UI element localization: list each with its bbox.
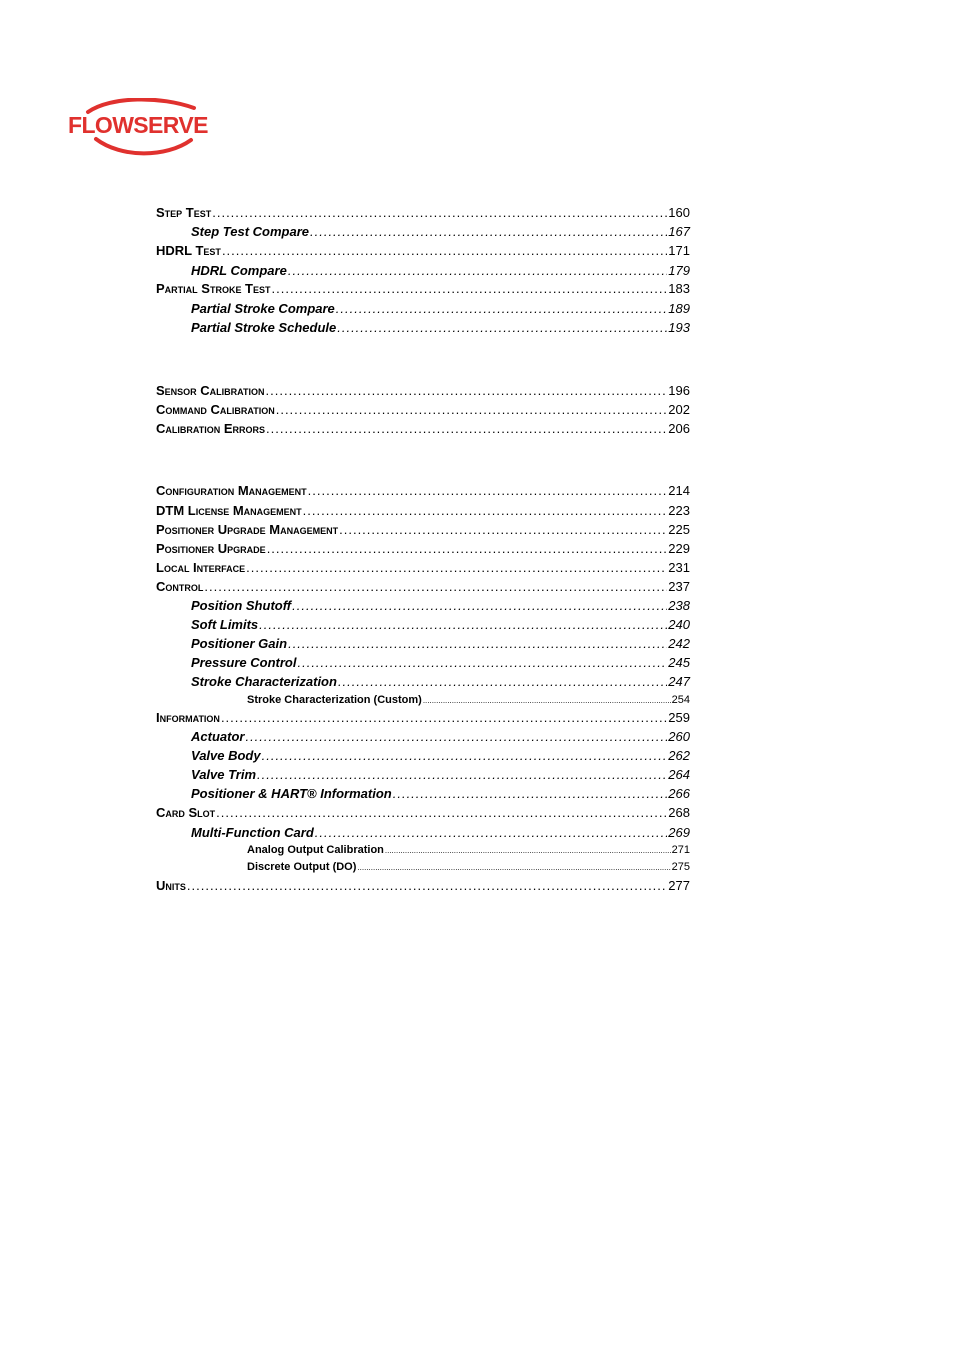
toc-entry[interactable] xyxy=(156,878,690,893)
toc-leader-dots xyxy=(267,541,668,556)
toc-leader-dots xyxy=(222,243,667,258)
toc-entry-label: Pressure Control xyxy=(191,655,297,670)
toc-leader-dots xyxy=(308,483,668,498)
toc-entry-page: 262 xyxy=(668,748,690,763)
toc-entry-label: Actuator xyxy=(191,729,245,744)
toc-entry-page: 160 xyxy=(668,205,690,220)
toc-entry-page: 202 xyxy=(668,402,690,417)
toc-entry[interactable] xyxy=(156,748,690,763)
toc-entry[interactable] xyxy=(156,560,690,575)
toc-entry[interactable] xyxy=(156,205,690,220)
toc-leader-dots xyxy=(310,224,667,239)
toc-entry-label: DTM License Management xyxy=(156,503,302,518)
toc-entry[interactable] xyxy=(156,402,690,417)
toc-entry-label: Configuration Management xyxy=(156,483,307,498)
toc-entry[interactable] xyxy=(156,617,690,632)
toc-leader-dots xyxy=(266,383,668,398)
toc-entry-label: Card Slot xyxy=(156,805,216,820)
toc-entry[interactable] xyxy=(156,729,690,744)
toc-entry-label: Positioner Gain xyxy=(191,636,288,651)
toc-entry-label: Positioner Upgrade xyxy=(156,541,266,556)
toc-entry-page: 223 xyxy=(668,503,690,518)
toc-leader-dots xyxy=(187,878,667,893)
toc-entry-label: Step Test xyxy=(156,205,212,220)
toc-entry-page: 275 xyxy=(671,861,690,873)
toc-leader-dots xyxy=(357,861,670,873)
toc-entry[interactable] xyxy=(156,655,690,670)
toc-leader-dots xyxy=(216,805,667,820)
toc-leader-dots xyxy=(266,421,667,436)
toc-entry[interactable] xyxy=(156,579,690,594)
toc-entry-page: 189 xyxy=(668,301,690,316)
toc-entry[interactable] xyxy=(156,710,690,725)
toc-entry-label: Discrete Output (DO) xyxy=(247,861,357,873)
toc-entry-page: 260 xyxy=(668,729,690,744)
toc-entry[interactable] xyxy=(156,786,690,801)
toc-entry-page: 277 xyxy=(668,878,690,893)
toc-entry-page: 271 xyxy=(671,844,690,856)
toc-entry-label: Command Calibration xyxy=(156,402,275,417)
toc-entry[interactable] xyxy=(156,694,690,706)
toc-entry-label: HDRL Test xyxy=(156,243,221,258)
toc-entry-label: Information xyxy=(156,710,220,725)
toc-entry-page: 238 xyxy=(668,598,690,613)
toc-entry-label: Multi-Function Card xyxy=(191,825,314,840)
toc-leader-dots xyxy=(423,694,671,706)
toc-entry-page: 269 xyxy=(668,825,690,840)
toc-entry[interactable] xyxy=(156,301,690,316)
toc-entry[interactable] xyxy=(156,281,690,296)
toc-leader-dots xyxy=(337,320,667,335)
toc-entry-label: Sensor Calibration xyxy=(156,383,265,398)
toc-entry-label: Local Interface xyxy=(156,560,246,575)
toc-entry-page: 229 xyxy=(668,541,690,556)
toc-leader-dots xyxy=(245,729,667,744)
toc-entry-page: 247 xyxy=(668,674,690,689)
toc-entry-label: Partial Stroke Test xyxy=(156,281,271,296)
toc-entry[interactable] xyxy=(156,598,690,613)
toc-entry-page: 254 xyxy=(671,694,690,706)
toc-entry-page: 183 xyxy=(668,281,690,296)
flowserve-logo xyxy=(66,98,216,156)
toc-leader-dots xyxy=(315,825,668,840)
toc-entry-page: 245 xyxy=(668,655,690,670)
toc-entry-page: 259 xyxy=(668,710,690,725)
toc-entry-page: 231 xyxy=(668,560,690,575)
toc-entry-page: 237 xyxy=(668,579,690,594)
toc-leader-dots xyxy=(336,301,668,316)
toc-entry[interactable] xyxy=(156,320,690,335)
toc-leader-dots xyxy=(288,263,667,278)
toc-leader-dots xyxy=(393,786,668,801)
toc-entry-label: Step Test Compare xyxy=(191,224,309,239)
toc-entry[interactable] xyxy=(156,421,690,436)
toc-leader-dots xyxy=(212,205,667,220)
logo-wordmark: FLOWSERVE xyxy=(68,112,208,138)
toc-entry-page: 242 xyxy=(668,636,690,651)
toc-entry-label: Calibration Errors xyxy=(156,421,265,436)
toc-entry-label: Partial Stroke Compare xyxy=(191,301,335,316)
toc-entry[interactable] xyxy=(156,263,690,278)
toc-entry-page: 167 xyxy=(668,224,690,239)
toc-entry-page: 214 xyxy=(668,483,690,498)
toc-leader-dots xyxy=(204,579,667,594)
toc-entry-label: Positioner Upgrade Management xyxy=(156,522,339,537)
toc-entry-label: Valve Trim xyxy=(191,767,257,782)
toc-entry-label: Control xyxy=(156,579,204,594)
toc-entry-label: Position Shutoff xyxy=(191,598,292,613)
toc-entry[interactable] xyxy=(156,224,690,239)
toc-entry-label: Stroke Characterization xyxy=(191,674,337,689)
toc-entry[interactable] xyxy=(156,522,690,537)
toc-leader-dots xyxy=(288,636,667,651)
toc-leader-dots xyxy=(221,710,667,725)
toc-entry-page: 264 xyxy=(668,767,690,782)
toc-leader-dots xyxy=(257,767,667,782)
toc-entry-label: Soft Limits xyxy=(191,617,259,632)
toc-entry-page: 266 xyxy=(668,786,690,801)
toc-entry[interactable] xyxy=(156,825,690,840)
toc-entry-label: Partial Stroke Schedule xyxy=(191,320,337,335)
toc-leader-dots xyxy=(292,598,667,613)
toc-entry[interactable] xyxy=(156,383,690,398)
toc-entry[interactable] xyxy=(156,483,690,498)
toc-entry[interactable] xyxy=(156,844,690,856)
toc-entry-label: Positioner & HART® Information xyxy=(191,786,392,801)
toc-leader-dots xyxy=(385,844,671,856)
toc-leader-dots xyxy=(259,617,667,632)
toc-leader-dots xyxy=(276,402,668,417)
toc-leader-dots xyxy=(246,560,667,575)
toc-entry-page: 240 xyxy=(668,617,690,632)
toc-entry-label: Analog Output Calibration xyxy=(247,844,384,856)
toc-entry-page: 179 xyxy=(668,263,690,278)
toc-entry-page: 268 xyxy=(668,805,690,820)
toc-leader-dots xyxy=(339,522,667,537)
toc-entry-label: Stroke Characterization (Custom) xyxy=(247,694,422,706)
toc-leader-dots xyxy=(303,503,668,518)
toc-leader-dots xyxy=(338,674,667,689)
toc-entry-page: 225 xyxy=(668,522,690,537)
toc-entry[interactable] xyxy=(156,243,690,258)
toc-entry[interactable] xyxy=(156,636,690,651)
toc-entry-label: HDRL Compare xyxy=(191,263,287,278)
toc-entry[interactable] xyxy=(156,503,690,518)
toc-leader-dots xyxy=(272,281,668,296)
toc-entry[interactable] xyxy=(156,805,690,820)
toc-leader-dots xyxy=(262,748,668,763)
toc-entry-page: 171 xyxy=(668,243,690,258)
toc-entry[interactable] xyxy=(156,674,690,689)
toc-entry-label: Units xyxy=(156,878,186,893)
toc-entry-page: 196 xyxy=(668,383,690,398)
toc-entry-page: 193 xyxy=(668,320,690,335)
toc-entry[interactable] xyxy=(156,861,690,873)
toc-leader-dots xyxy=(297,655,667,670)
toc-entry[interactable] xyxy=(156,541,690,556)
toc-entry-label: Valve Body xyxy=(191,748,261,763)
toc-entry[interactable] xyxy=(156,767,690,782)
toc-entry-page: 206 xyxy=(668,421,690,436)
